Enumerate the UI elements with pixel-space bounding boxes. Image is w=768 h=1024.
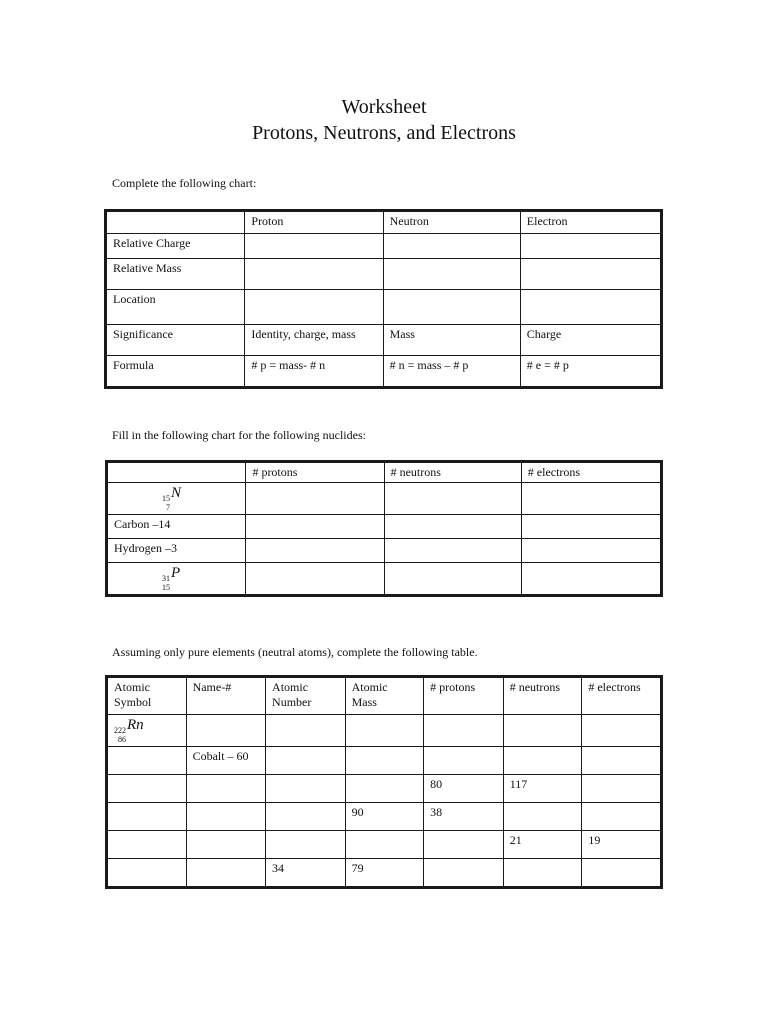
table-cell	[503, 803, 582, 831]
nuclide-symbol	[114, 717, 144, 744]
row-label: Hydrogen –3	[107, 539, 246, 563]
atoms-table	[105, 675, 663, 889]
row-label	[107, 563, 246, 596]
table-cell: 19	[582, 831, 662, 859]
table-cell	[582, 803, 662, 831]
table-cell	[384, 515, 521, 539]
table-cell	[521, 539, 661, 563]
header-line: Atomic	[351, 680, 388, 694]
title-line-2: Protons, Neutrons, and Electrons	[252, 122, 516, 144]
header-cell	[424, 677, 504, 715]
table-cell	[266, 747, 346, 775]
element-symbol: N	[171, 485, 182, 501]
element-symbol: Rn	[127, 717, 144, 733]
table-cell: 90	[345, 803, 424, 831]
header-cell	[503, 677, 582, 715]
atomic-number: 7	[166, 503, 170, 512]
mass-number: 31	[162, 574, 170, 583]
mass-number: 222	[114, 726, 126, 735]
table-cell	[384, 483, 521, 515]
table-cell	[520, 290, 661, 325]
header-cell	[582, 677, 662, 715]
table-cell	[246, 483, 384, 515]
table-row	[107, 539, 662, 563]
header-line: Atomic	[114, 680, 150, 694]
table-cell	[582, 859, 662, 888]
table-cell	[424, 831, 504, 859]
table-cell	[384, 539, 521, 563]
table-cell	[245, 234, 383, 259]
header-cell	[186, 677, 265, 715]
table-cell: # n = mass – # p	[383, 356, 520, 388]
table-row	[107, 831, 662, 859]
table-cell	[521, 483, 661, 515]
instruction-nuclides: Fill in the following chart for the following nuclides:	[112, 428, 366, 442]
table-row	[107, 803, 662, 831]
table-cell	[424, 859, 504, 888]
table-cell	[345, 775, 424, 803]
table-cell	[266, 803, 346, 831]
header-cell: Neutron	[383, 211, 520, 234]
header-cell	[345, 677, 424, 715]
table-cell	[521, 563, 661, 596]
table-row	[107, 515, 662, 539]
header-cell: # neutrons	[384, 462, 521, 483]
table-row	[106, 234, 662, 259]
table-cell	[245, 290, 383, 325]
table-cell	[266, 775, 346, 803]
header-cell: Proton	[245, 211, 383, 234]
header-cell	[107, 677, 187, 715]
table-cell: Identity, charge, mass	[245, 325, 383, 356]
table-cell: Charge	[520, 325, 661, 356]
table-row	[107, 747, 662, 775]
table-header-row	[107, 677, 662, 715]
atomic-symbol-cell	[107, 859, 187, 888]
header-cell	[106, 211, 245, 234]
table-cell	[186, 775, 265, 803]
table-cell	[424, 715, 504, 747]
table-cell	[245, 259, 383, 290]
atomic-symbol-cell	[107, 747, 187, 775]
nuclide-symbol	[162, 485, 181, 512]
table-row	[107, 859, 662, 888]
table-cell: 21	[503, 831, 582, 859]
table-cell	[345, 831, 424, 859]
instruction-chart: Complete the following chart:	[112, 176, 257, 190]
table-cell: Mass	[383, 325, 520, 356]
table-cell	[383, 259, 520, 290]
header-line: # electrons	[588, 680, 641, 694]
table-cell: 34	[266, 859, 346, 888]
header-line: # neutrons	[509, 680, 561, 694]
table-row	[106, 356, 662, 388]
table-cell	[186, 803, 265, 831]
table-cell	[345, 747, 424, 775]
header-line: Mass	[351, 695, 377, 709]
header-line: # protons	[430, 680, 476, 694]
table-row	[107, 563, 662, 596]
instruction-atoms: Assuming only pure elements (neutral atoms), complete the following table.	[112, 645, 478, 659]
table-cell	[582, 747, 662, 775]
table-cell	[582, 715, 662, 747]
table-cell	[383, 290, 520, 325]
table-cell	[582, 775, 662, 803]
particle-chart	[104, 209, 663, 389]
table-cell: 79	[345, 859, 424, 888]
row-label: Formula	[106, 356, 245, 388]
table-cell: Cobalt – 60	[186, 747, 265, 775]
table-cell	[520, 234, 661, 259]
table-cell	[521, 515, 661, 539]
table-row	[106, 259, 662, 290]
table-cell	[345, 715, 424, 747]
table-row	[107, 715, 662, 747]
header-cell	[107, 462, 246, 483]
table-cell: # e = # p	[520, 356, 661, 388]
table-cell	[266, 831, 346, 859]
header-cell: # electrons	[521, 462, 661, 483]
atomic-symbol-cell	[107, 803, 187, 831]
table-header-row	[106, 211, 662, 234]
nuclide-chart	[105, 460, 663, 597]
table-cell	[424, 747, 504, 775]
atomic-number: 15	[162, 583, 170, 592]
row-label: Relative Mass	[106, 259, 245, 290]
table-row	[106, 325, 662, 356]
table-cell: # p = mass- # n	[245, 356, 383, 388]
row-label: Significance	[106, 325, 245, 356]
row-label: Carbon –14	[107, 515, 246, 539]
atomic-symbol-cell	[107, 715, 187, 747]
table-cell	[246, 539, 384, 563]
table-cell	[520, 259, 661, 290]
table-cell	[266, 715, 346, 747]
header-line: Symbol	[114, 695, 152, 709]
header-cell: # protons	[246, 462, 384, 483]
table-cell	[503, 747, 582, 775]
title-line-1: Worksheet	[341, 96, 427, 118]
element-symbol: P	[171, 565, 181, 581]
table-cell	[246, 563, 384, 596]
table-header-row	[107, 462, 662, 483]
header-cell	[266, 677, 346, 715]
atomic-number: 86	[118, 735, 126, 744]
table-cell	[384, 563, 521, 596]
table-cell	[246, 515, 384, 539]
row-label: Location	[106, 290, 245, 325]
row-label: Relative Charge	[106, 234, 245, 259]
atomic-symbol-cell	[107, 775, 187, 803]
atomic-symbol-cell	[107, 831, 187, 859]
table-cell	[383, 234, 520, 259]
nuclide-symbol	[162, 565, 180, 592]
table-cell: 38	[424, 803, 504, 831]
header-line: Number	[272, 695, 312, 709]
row-label	[107, 483, 246, 515]
header-cell: Electron	[520, 211, 661, 234]
table-row	[107, 775, 662, 803]
table-row	[107, 483, 662, 515]
mass-number: 15	[162, 494, 170, 503]
header-line: Name-#	[192, 680, 232, 694]
table-cell	[186, 831, 265, 859]
table-cell	[186, 859, 265, 888]
table-row	[106, 290, 662, 325]
table-cell: 80	[424, 775, 504, 803]
table-cell	[503, 859, 582, 888]
table-cell: 117	[503, 775, 582, 803]
table-cell	[503, 715, 582, 747]
header-line: Atomic	[272, 680, 309, 694]
table-cell	[186, 715, 265, 747]
